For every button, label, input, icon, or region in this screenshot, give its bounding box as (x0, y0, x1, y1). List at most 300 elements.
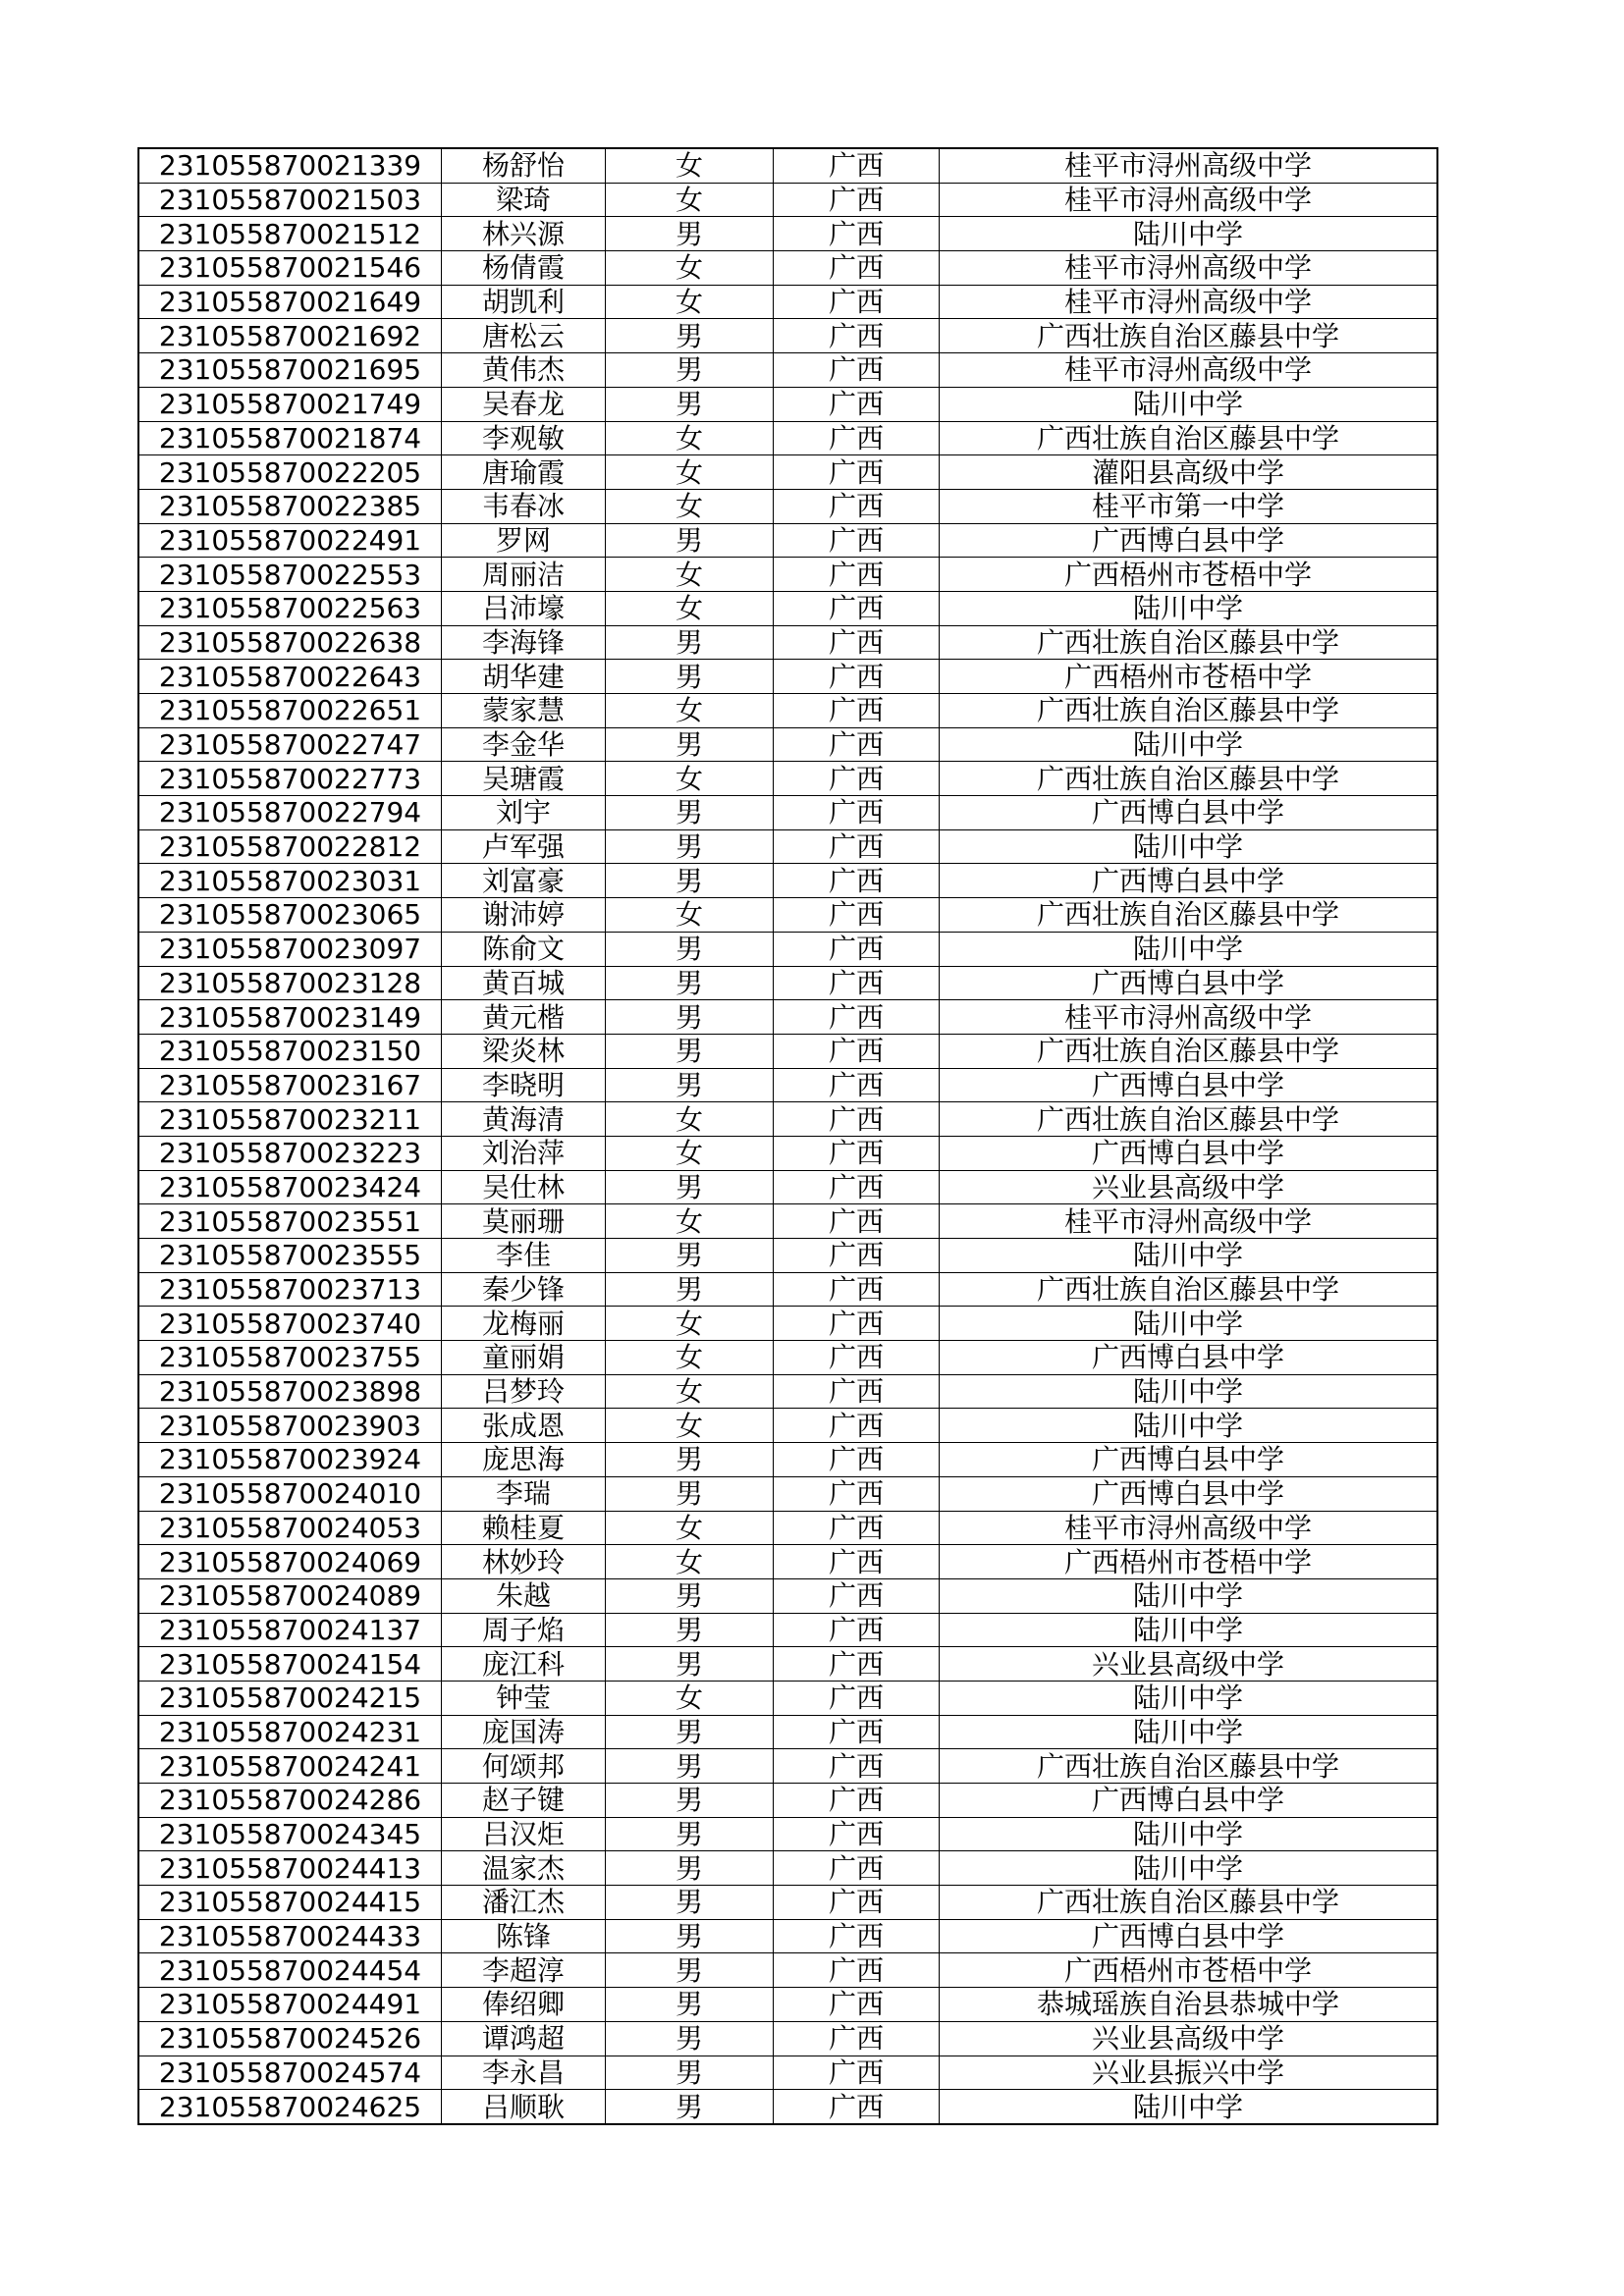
table-row (138, 829, 1437, 864)
cell-id: 231055870021692 (138, 319, 442, 353)
table-row (138, 2090, 1437, 2124)
cell-id: 231055870023149 (138, 1000, 442, 1035)
table-row (138, 183, 1437, 217)
cell-province: 广西 (774, 1239, 940, 1273)
table-row (138, 319, 1437, 353)
cell-gender: 男 (606, 1000, 774, 1035)
cell-province: 广西 (774, 217, 940, 251)
cell-gender: 男 (606, 353, 774, 388)
cell-gender: 男 (606, 1784, 774, 1818)
cell-school: 陆川中学 (940, 1613, 1438, 1647)
cell-province: 广西 (774, 523, 940, 558)
cell-school: 广西博白县中学 (940, 1476, 1438, 1511)
table-row (138, 421, 1437, 455)
cell-province: 广西 (774, 727, 940, 762)
cell-school: 广西梧州市苍梧中学 (940, 660, 1438, 694)
cell-gender: 女 (606, 558, 774, 592)
cell-school: 广西博白县中学 (940, 1136, 1438, 1170)
cell-gender: 男 (606, 1886, 774, 1920)
cell-name: 李佳 (442, 1239, 606, 1273)
cell-gender: 男 (606, 1443, 774, 1477)
cell-id: 231055870021512 (138, 217, 442, 251)
cell-gender: 女 (606, 1307, 774, 1341)
cell-name: 刘富豪 (442, 864, 606, 898)
cell-school: 陆川中学 (940, 1409, 1438, 1443)
cell-gender: 男 (606, 1034, 774, 1068)
cell-gender: 男 (606, 1988, 774, 2022)
cell-name: 吕沛壕 (442, 591, 606, 625)
cell-gender: 男 (606, 660, 774, 694)
cell-id: 231055870024413 (138, 1851, 442, 1886)
cell-name: 朱越 (442, 1578, 606, 1613)
cell-id: 231055870023898 (138, 1374, 442, 1409)
cell-id: 231055870023167 (138, 1068, 442, 1102)
cell-province: 广西 (774, 1476, 940, 1511)
cell-name: 梁炎林 (442, 1034, 606, 1068)
cell-id: 231055870024215 (138, 1681, 442, 1715)
cell-name: 周丽洁 (442, 558, 606, 592)
cell-province: 广西 (774, 489, 940, 523)
cell-province: 广西 (774, 421, 940, 455)
cell-school: 广西梧州市苍梧中学 (940, 1953, 1438, 1988)
cell-name: 刘治萍 (442, 1136, 606, 1170)
table-row (138, 1068, 1437, 1102)
cell-school: 陆川中学 (940, 932, 1438, 966)
cell-name: 陈锋 (442, 1919, 606, 1953)
table-row (138, 1647, 1437, 1682)
cell-gender: 男 (606, 1715, 774, 1749)
cell-province: 广西 (774, 1170, 940, 1204)
cell-name: 吴仕林 (442, 1170, 606, 1204)
table-row (138, 625, 1437, 660)
cell-name: 刘宇 (442, 796, 606, 830)
cell-school: 陆川中学 (940, 1851, 1438, 1886)
cell-province: 广西 (774, 625, 940, 660)
table-row (138, 1204, 1437, 1239)
cell-id: 231055870024241 (138, 1749, 442, 1784)
cell-school: 陆川中学 (940, 1239, 1438, 1273)
cell-gender: 男 (606, 1851, 774, 1886)
cell-gender: 女 (606, 1136, 774, 1170)
cell-province: 广西 (774, 1545, 940, 1579)
cell-province: 广西 (774, 1341, 940, 1375)
table-row (138, 1715, 1437, 1749)
cell-gender: 男 (606, 796, 774, 830)
cell-gender: 男 (606, 2056, 774, 2090)
table-row (138, 1851, 1437, 1886)
cell-id: 231055870024069 (138, 1545, 442, 1579)
cell-id: 231055870023903 (138, 1409, 442, 1443)
cell-school: 桂平市浔州高级中学 (940, 1000, 1438, 1035)
cell-name: 李瑞 (442, 1476, 606, 1511)
cell-province: 广西 (774, 1409, 940, 1443)
cell-gender: 男 (606, 1068, 774, 1102)
cell-province: 广西 (774, 353, 940, 388)
cell-id: 231055870022491 (138, 523, 442, 558)
cell-name: 梁琦 (442, 183, 606, 217)
cell-id: 231055870024137 (138, 1613, 442, 1647)
student-list-table (137, 147, 1438, 2125)
cell-school: 广西壮族自治区藤县中学 (940, 1034, 1438, 1068)
cell-province: 广西 (774, 1681, 940, 1715)
table-row (138, 727, 1437, 762)
cell-province: 广西 (774, 1068, 940, 1102)
cell-school: 陆川中学 (940, 1715, 1438, 1749)
cell-gender: 女 (606, 898, 774, 933)
cell-gender: 男 (606, 966, 774, 1000)
cell-id: 231055870021649 (138, 285, 442, 319)
cell-gender: 男 (606, 829, 774, 864)
cell-id: 231055870021695 (138, 353, 442, 388)
cell-name: 林妙玲 (442, 1545, 606, 1579)
table-row (138, 932, 1437, 966)
table-row (138, 1409, 1437, 1443)
cell-name: 林兴源 (442, 217, 606, 251)
cell-gender: 女 (606, 489, 774, 523)
cell-name: 唐松云 (442, 319, 606, 353)
table-row (138, 251, 1437, 286)
cell-id: 231055870022643 (138, 660, 442, 694)
cell-name: 秦少锋 (442, 1272, 606, 1307)
table-row (138, 148, 1437, 183)
cell-province: 广西 (774, 1578, 940, 1613)
table-row (138, 217, 1437, 251)
cell-province: 广西 (774, 1749, 940, 1784)
cell-province: 广西 (774, 796, 940, 830)
cell-name: 潘江杰 (442, 1886, 606, 1920)
cell-province: 广西 (774, 558, 940, 592)
cell-gender: 女 (606, 1374, 774, 1409)
cell-id: 231055870022553 (138, 558, 442, 592)
cell-gender: 男 (606, 625, 774, 660)
cell-school: 兴业县高级中学 (940, 1170, 1438, 1204)
cell-school: 广西博白县中学 (940, 796, 1438, 830)
cell-province: 广西 (774, 2090, 940, 2124)
cell-name: 杨倩霞 (442, 251, 606, 286)
cell-gender: 女 (606, 251, 774, 286)
table-row (138, 489, 1437, 523)
cell-id: 231055870024010 (138, 1476, 442, 1511)
table-row (138, 1374, 1437, 1409)
table-row (138, 1000, 1437, 1035)
cell-id: 231055870024491 (138, 1988, 442, 2022)
cell-name: 杨舒怡 (442, 148, 606, 183)
cell-school: 陆川中学 (940, 1307, 1438, 1341)
cell-province: 广西 (774, 1272, 940, 1307)
cell-name: 周子焰 (442, 1613, 606, 1647)
cell-school: 广西博白县中学 (940, 1341, 1438, 1375)
cell-province: 广西 (774, 1988, 940, 2022)
cell-province: 广西 (774, 1886, 940, 1920)
cell-province: 广西 (774, 762, 940, 796)
cell-school: 陆川中学 (940, 1817, 1438, 1851)
cell-gender: 男 (606, 217, 774, 251)
cell-school: 陆川中学 (940, 591, 1438, 625)
table-row (138, 1886, 1437, 1920)
cell-id: 231055870022812 (138, 829, 442, 864)
cell-gender: 男 (606, 1239, 774, 1273)
table-row (138, 1272, 1437, 1307)
cell-name: 俸绍卿 (442, 1988, 606, 2022)
cell-name: 吕汉炬 (442, 1817, 606, 1851)
cell-name: 莫丽珊 (442, 1204, 606, 1239)
cell-name: 龙梅丽 (442, 1307, 606, 1341)
cell-id: 231055870023211 (138, 1102, 442, 1137)
table-row (138, 387, 1437, 421)
cell-name: 庞国涛 (442, 1715, 606, 1749)
cell-province: 广西 (774, 1851, 940, 1886)
table-row (138, 1545, 1437, 1579)
cell-gender: 男 (606, 932, 774, 966)
cell-id: 231055870024526 (138, 2021, 442, 2056)
cell-id: 231055870023150 (138, 1034, 442, 1068)
cell-id: 231055870024574 (138, 2056, 442, 2090)
cell-gender: 女 (606, 421, 774, 455)
cell-name: 胡华建 (442, 660, 606, 694)
table-row (138, 1681, 1437, 1715)
cell-id: 231055870024286 (138, 1784, 442, 1818)
cell-id: 231055870021503 (138, 183, 442, 217)
cell-gender: 男 (606, 1272, 774, 1307)
cell-id: 231055870024231 (138, 1715, 442, 1749)
cell-school: 广西梧州市苍梧中学 (940, 1545, 1438, 1579)
cell-school: 广西博白县中学 (940, 1919, 1438, 1953)
table-row (138, 1578, 1437, 1613)
table-row (138, 694, 1437, 728)
table-row (138, 1988, 1437, 2022)
cell-gender: 女 (606, 285, 774, 319)
cell-school: 陆川中学 (940, 387, 1438, 421)
cell-province: 广西 (774, 1034, 940, 1068)
cell-school: 陆川中学 (940, 217, 1438, 251)
cell-province: 广西 (774, 1307, 940, 1341)
cell-gender: 男 (606, 2090, 774, 2124)
cell-province: 广西 (774, 829, 940, 864)
cell-school: 桂平市第一中学 (940, 489, 1438, 523)
cell-school: 广西壮族自治区藤县中学 (940, 1886, 1438, 1920)
table-row (138, 455, 1437, 490)
cell-id: 231055870021546 (138, 251, 442, 286)
cell-id: 231055870024625 (138, 2090, 442, 2124)
cell-province: 广西 (774, 864, 940, 898)
cell-school: 广西壮族自治区藤县中学 (940, 319, 1438, 353)
table-body (138, 148, 1437, 2124)
cell-name: 吴瑭霞 (442, 762, 606, 796)
cell-province: 广西 (774, 694, 940, 728)
cell-id: 231055870023740 (138, 1307, 442, 1341)
cell-id: 231055870024089 (138, 1578, 442, 1613)
table-row (138, 762, 1437, 796)
cell-gender: 女 (606, 1409, 774, 1443)
cell-name: 卢军强 (442, 829, 606, 864)
cell-id: 231055870022385 (138, 489, 442, 523)
cell-id: 231055870023713 (138, 1272, 442, 1307)
cell-id: 231055870024345 (138, 1817, 442, 1851)
cell-province: 广西 (774, 898, 940, 933)
cell-province: 广西 (774, 285, 940, 319)
cell-school: 恭城瑶族自治县恭城中学 (940, 1988, 1438, 2022)
cell-school: 广西壮族自治区藤县中学 (940, 1272, 1438, 1307)
cell-gender: 女 (606, 1545, 774, 1579)
cell-school: 广西博白县中学 (940, 1784, 1438, 1818)
table-row (138, 1443, 1437, 1477)
cell-school: 桂平市浔州高级中学 (940, 183, 1438, 217)
cell-school: 广西博白县中学 (940, 864, 1438, 898)
cell-province: 广西 (774, 660, 940, 694)
cell-id: 231055870023223 (138, 1136, 442, 1170)
cell-province: 广西 (774, 319, 940, 353)
cell-school: 广西壮族自治区藤县中学 (940, 694, 1438, 728)
table-row (138, 1239, 1437, 1273)
cell-school: 陆川中学 (940, 727, 1438, 762)
cell-name: 温家杰 (442, 1851, 606, 1886)
cell-gender: 女 (606, 1102, 774, 1137)
cell-id: 231055870023924 (138, 1443, 442, 1477)
cell-province: 广西 (774, 1511, 940, 1545)
cell-gender: 男 (606, 1647, 774, 1682)
cell-id: 231055870023065 (138, 898, 442, 933)
cell-school: 广西梧州市苍梧中学 (940, 558, 1438, 592)
cell-name: 罗网 (442, 523, 606, 558)
cell-id: 231055870022563 (138, 591, 442, 625)
cell-id: 231055870024053 (138, 1511, 442, 1545)
cell-gender: 女 (606, 148, 774, 183)
cell-id: 231055870021749 (138, 387, 442, 421)
cell-gender: 男 (606, 864, 774, 898)
cell-gender: 男 (606, 1749, 774, 1784)
table-row (138, 1102, 1437, 1137)
cell-gender: 女 (606, 1511, 774, 1545)
cell-school: 灌阳县高级中学 (940, 455, 1438, 490)
cell-province: 广西 (774, 1136, 940, 1170)
cell-school: 兴业县高级中学 (940, 2021, 1438, 2056)
cell-name: 庞思海 (442, 1443, 606, 1477)
cell-province: 广西 (774, 148, 940, 183)
cell-province: 广西 (774, 932, 940, 966)
cell-name: 唐瑜霞 (442, 455, 606, 490)
table-row (138, 1136, 1437, 1170)
cell-province: 广西 (774, 2021, 940, 2056)
cell-province: 广西 (774, 966, 940, 1000)
cell-school: 广西壮族自治区藤县中学 (940, 762, 1438, 796)
cell-id: 231055870023555 (138, 1239, 442, 1273)
table-row (138, 1511, 1437, 1545)
cell-gender: 女 (606, 591, 774, 625)
table-row (138, 1919, 1437, 1953)
cell-province: 广西 (774, 1919, 940, 1953)
cell-name: 吴春龙 (442, 387, 606, 421)
cell-school: 广西壮族自治区藤县中学 (940, 1749, 1438, 1784)
cell-name: 赵子键 (442, 1784, 606, 1818)
cell-gender: 男 (606, 319, 774, 353)
cell-id: 231055870022638 (138, 625, 442, 660)
cell-school: 陆川中学 (940, 1578, 1438, 1613)
table-row (138, 1817, 1437, 1851)
cell-id: 231055870024454 (138, 1953, 442, 1988)
table-row (138, 1341, 1437, 1375)
cell-id: 231055870024415 (138, 1886, 442, 1920)
table-row (138, 1170, 1437, 1204)
cell-school: 陆川中学 (940, 829, 1438, 864)
cell-id: 231055870021339 (138, 148, 442, 183)
cell-province: 广西 (774, 2056, 940, 2090)
cell-school: 桂平市浔州高级中学 (940, 353, 1438, 388)
cell-id: 231055870024433 (138, 1919, 442, 1953)
cell-name: 赖桂夏 (442, 1511, 606, 1545)
cell-school: 广西壮族自治区藤县中学 (940, 625, 1438, 660)
cell-province: 广西 (774, 455, 940, 490)
cell-name: 李金华 (442, 727, 606, 762)
cell-province: 广西 (774, 1204, 940, 1239)
cell-name: 黄百城 (442, 966, 606, 1000)
cell-gender: 女 (606, 762, 774, 796)
cell-school: 陆川中学 (940, 1681, 1438, 1715)
cell-school: 桂平市浔州高级中学 (940, 148, 1438, 183)
cell-province: 广西 (774, 251, 940, 286)
cell-name: 童丽娟 (442, 1341, 606, 1375)
cell-school: 桂平市浔州高级中学 (940, 251, 1438, 286)
cell-name: 韦春冰 (442, 489, 606, 523)
table-row (138, 1784, 1437, 1818)
cell-province: 广西 (774, 1647, 940, 1682)
cell-province: 广西 (774, 1102, 940, 1137)
cell-gender: 女 (606, 1681, 774, 1715)
cell-school: 兴业县振兴中学 (940, 2056, 1438, 2090)
cell-province: 广西 (774, 591, 940, 625)
table-row (138, 864, 1437, 898)
cell-name: 何颂邦 (442, 1749, 606, 1784)
cell-name: 胡凯利 (442, 285, 606, 319)
cell-gender: 男 (606, 387, 774, 421)
cell-gender: 男 (606, 1613, 774, 1647)
cell-school: 广西博白县中学 (940, 1443, 1438, 1477)
cell-name: 黄海清 (442, 1102, 606, 1137)
cell-gender: 男 (606, 1170, 774, 1204)
cell-id: 231055870023424 (138, 1170, 442, 1204)
cell-gender: 女 (606, 1341, 774, 1375)
cell-school: 兴业县高级中学 (940, 1647, 1438, 1682)
cell-name: 钟莹 (442, 1681, 606, 1715)
cell-name: 李海锋 (442, 625, 606, 660)
table-row (138, 353, 1437, 388)
table-row (138, 2056, 1437, 2090)
table-row (138, 796, 1437, 830)
cell-name: 谢沛婷 (442, 898, 606, 933)
cell-name: 李观敏 (442, 421, 606, 455)
table-row (138, 1749, 1437, 1784)
cell-gender: 男 (606, 727, 774, 762)
cell-school: 广西壮族自治区藤县中学 (940, 898, 1438, 933)
table-row (138, 1476, 1437, 1511)
table-row (138, 1613, 1437, 1647)
cell-id: 231055870023097 (138, 932, 442, 966)
cell-province: 广西 (774, 1715, 940, 1749)
cell-school: 广西博白县中学 (940, 1068, 1438, 1102)
cell-id: 231055870022747 (138, 727, 442, 762)
cell-id: 231055870023755 (138, 1341, 442, 1375)
cell-gender: 男 (606, 1953, 774, 1988)
cell-gender: 男 (606, 523, 774, 558)
cell-school: 陆川中学 (940, 2090, 1438, 2124)
cell-gender: 女 (606, 694, 774, 728)
cell-school: 广西博白县中学 (940, 966, 1438, 1000)
cell-province: 广西 (774, 1000, 940, 1035)
cell-province: 广西 (774, 1374, 940, 1409)
table-row (138, 2021, 1437, 2056)
cell-school: 广西壮族自治区藤县中学 (940, 1102, 1438, 1137)
cell-name: 李超淳 (442, 1953, 606, 1988)
table-row (138, 1307, 1437, 1341)
